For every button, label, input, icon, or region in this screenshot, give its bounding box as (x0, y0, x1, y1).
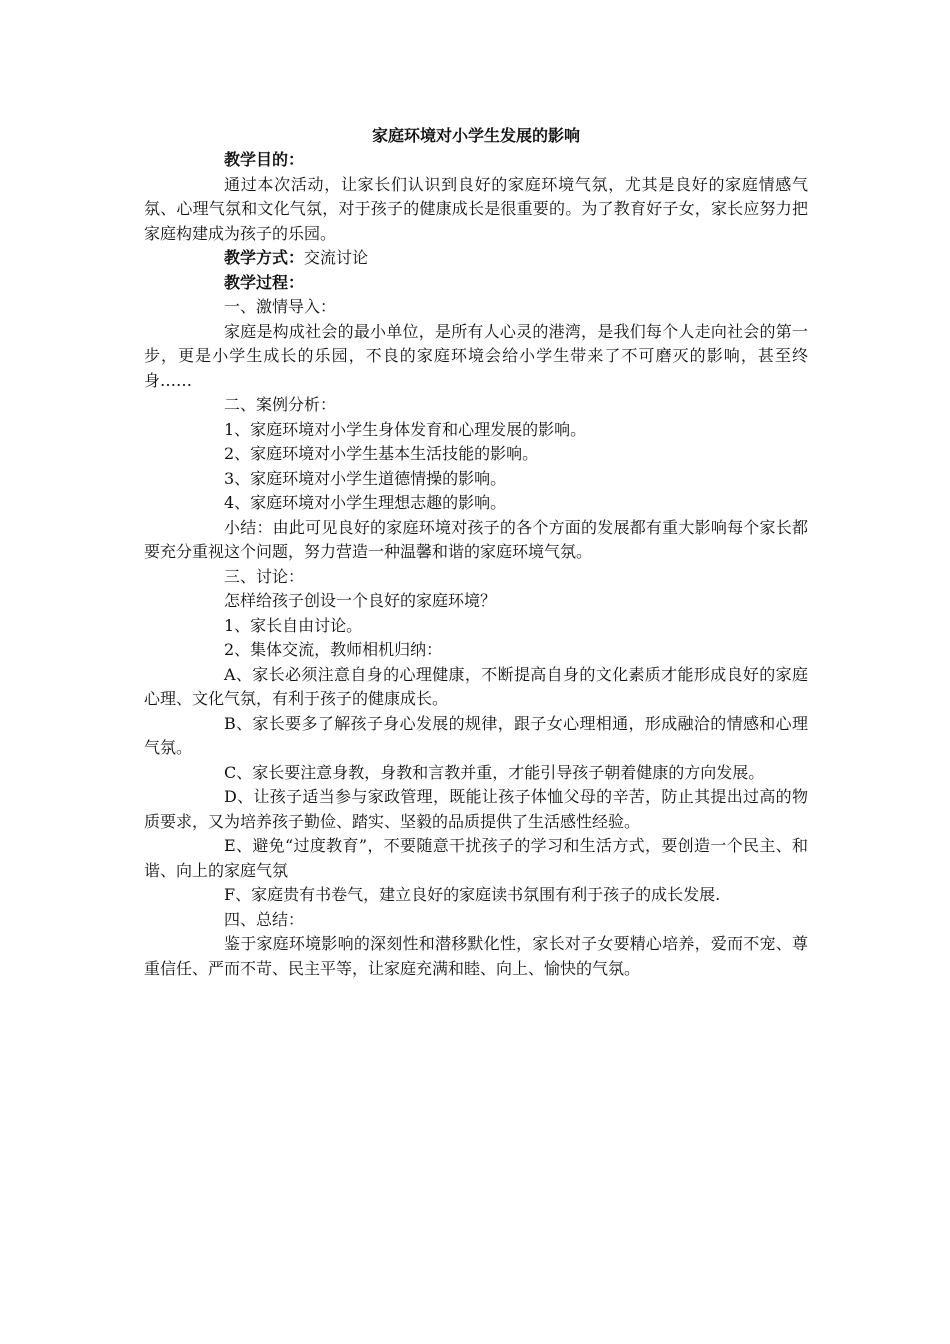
paragraph: F、家庭贵有书卷气，建立良好的家庭读书氛围有利于孩子的成长发展. (224, 885, 721, 904)
heading-label: 教学方式： (224, 248, 305, 267)
paragraph: 三、讨论： (224, 566, 305, 586)
paragraph: D、让孩子适当参与家政管理，既能让孩子体恤父母的辛苦，防止其提出过高的物质要求，又为培养孩子勤俭、踏实、坚毅的品质提供了生活感性经验。 (144, 787, 808, 831)
paragraph: 3、家庭环境对小学生道德情操的影响。 (224, 468, 507, 488)
paragraph: A、家长必须注意自身的心理健康，不断提高自身的文化素质才能形成良好的家庭心理、文化气氛，有利于孩子的健康成长。 (144, 664, 808, 708)
document-title: 家庭环境对小学生发展的影响 (371, 126, 580, 145)
paragraph: 2、家庭环境对小学生基本生活技能的影响。 (224, 444, 539, 463)
paragraph (144, 246, 808, 271)
paragraph: 4、家庭环境对小学生理想志趣的影响。 (224, 493, 507, 512)
paragraph: 1、家长自由讨论。 (224, 615, 363, 635)
paragraph-text: 交流讨论 (304, 248, 369, 267)
paragraph: 二、案例分析： (224, 395, 337, 414)
paragraph: 四、总结： (224, 909, 305, 929)
paragraph: 小结：由此可见良好的家庭环境对孩子的各个方面的发展都有重大影响每个家长都要充分重视这个问题，努力营造一种温馨和谐的家庭环境气氛。 (144, 517, 808, 561)
document-body (144, 124, 808, 981)
paragraph (144, 148, 808, 173)
paragraph: C、家长要注意身教，身教和言教并重，才能引导孩子朝着健康的方向发展。 (224, 762, 765, 782)
paragraph (144, 271, 808, 296)
paragraph: 怎样给孩子创设一个良好的家庭环境？ (224, 591, 497, 610)
paragraph: B、家长要多了解孩子身心发展的规律，跟子女心理相通，形成融洽的情感和心理气氛。 (144, 713, 808, 757)
paragraph: 1、家庭环境对小学生身体发育和心理发展的影响。 (224, 419, 587, 439)
paragraph: 鉴于家庭环境影响的深刻性和潜移默化性，家长对子女要精心培养，爱而不宠、尊重信任、严而不苛、民主平等，让家庭充满和睦、向上、愉快的气氛。 (144, 934, 808, 978)
paragraph: 通过本次活动，让家长们认识到良好的家庭环境气氛，尤其是良好的家庭情感气氛、心理气氛和文化气氛，对于孩子的健康成长是很重要的。为了教育好子女，家长应努力把家庭构建成为孩子的乐园。 (144, 174, 808, 243)
paragraph: 家庭是构成社会的最小单位，是所有人心灵的港湾，是我们每个人走向社会的第一步，更是小学生成长的乐园，不良的家庭环境会给小学生带来了不可磨灭的影响，甚至终身…… (144, 321, 808, 390)
heading-label: 教学过程： (224, 272, 305, 292)
paragraph: 2、集体交流，教师相机归纳： (224, 640, 443, 659)
paragraph: 一、激情导入： (224, 297, 337, 316)
paragraph: E、避免“过度教育”，不要随意干扰孩子的学习和生活方式，要创造一个民主、和谐、向上的家庭气氛 (144, 836, 808, 880)
heading-label: 教学目的： (224, 150, 305, 169)
